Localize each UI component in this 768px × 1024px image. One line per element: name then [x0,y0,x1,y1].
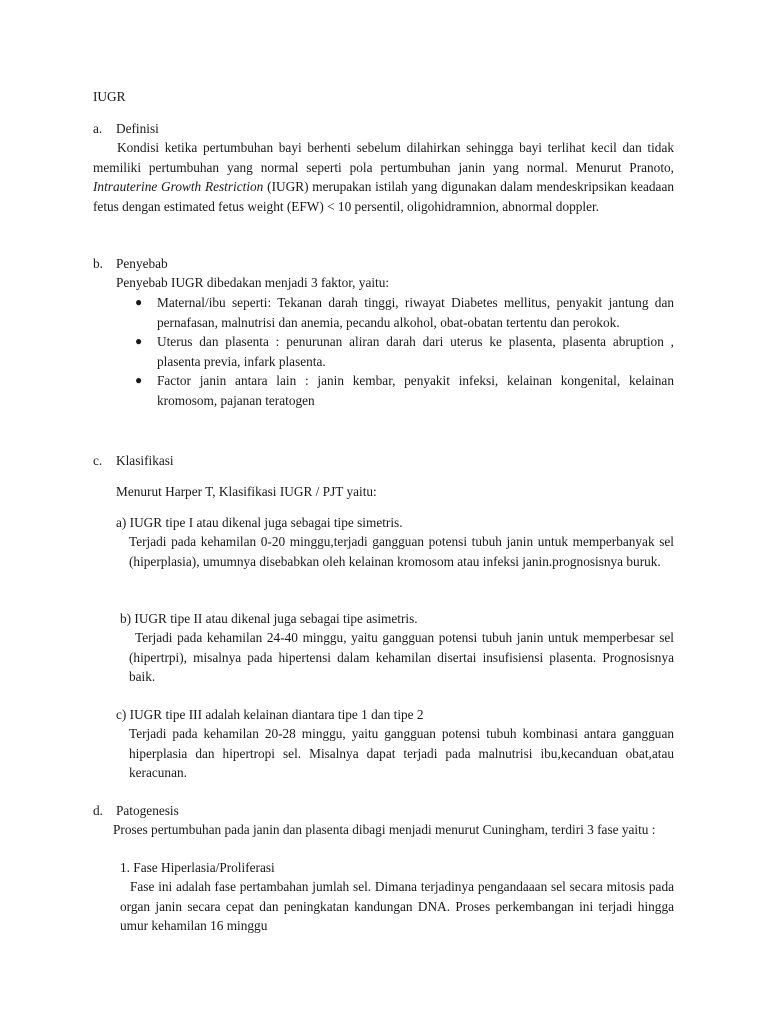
definition-text-2: (IUGR) merupakan istilah yang digunakan dalam mendeskripsikan keadaan fetus dengan estimated fetus weight (EFW) < 10 persentil, oligohidramnion, abnormal doppler. [93,179,674,214]
phase1-heading: 1. Fase Hiperlasia/Proliferasi [120,860,275,875]
bullet-icon: ● [135,295,143,309]
bullet-icon: ● [135,373,143,387]
type1-body: Terjadi pada kehamilan 0-20 minggu,terjadi gangguan potensi tubuh janin untuk memperbanyak sel (hiperplasia), umumnya disebabkan oleh kelainan kromosom atau infeksi janin.prognosisnya buruk. [129,534,674,569]
type3-body: Terjadi pada kehamilan 20-28 minggu, yaitu gangguan potensi tubuh kombinasi antara gangguan hiperplasia dan hipertropi sel. Misalnya dapat terjadi pada malnutrisi ibu,kecanduan obat,atau keracunan. [129,726,674,780]
section-c-heading [93,451,174,471]
type1-heading: a) IUGR tipe I atau dikenal juga sebagai tipe simetris. [116,515,403,530]
section-b-heading [93,254,168,274]
causes-list-item [131,332,674,371]
causes-list-item [131,371,674,410]
pathogenesis-intro: Proses pertumbuhan pada janin dan plasenta dibagi menjadi menurut Cuningham, terdiri 3 fase yaitu : [113,822,656,837]
section-b-letter: b. [93,256,103,271]
section-d-title: Patogenesis [116,803,179,818]
cause-maternal: Maternal/ibu seperti: Tekanan darah tinggi, riwayat Diabetes mellitus, penyakit jantung dan pernafasan, malnutrisi dan anemia, pecandu alkohol, obat-obatan tertentu dan perokok. [157,295,674,330]
definition-paragraph [93,138,674,216]
section-c-title: Klasifikasi [116,453,174,468]
section-a-heading [93,119,159,139]
definition-text-1: Kondisi ketika pertumbuhan bayi berhenti sebelum dilahirkan sehingga bayi terlihat kecil dan tidak memiliki pertumbuhan yang normal seperti pola pertumbuhan janin yang normal. Menurut Pranoto, [93,140,674,175]
type2-heading: b) IUGR tipe II atau dikenal juga sebagai tipe asimetris. [120,611,418,626]
phase1-body: Fase ini adalah fase pertambahan jumlah sel. Dimana terjadinya pengandaaan sel secara mitosis pada organ janin secara cepat dan peningkatan kandungan DNA. Proses perkembangan ini terjadi hingga umur kehamilan 16 minggu [120,879,674,933]
definition-italic-term: Intrauterine Growth Restriction [93,179,264,194]
cause-uterus: Uterus dan plasenta : penurunan aliran darah dari uterus ke plasenta, plasenta abruption , plasenta previa, infark plasenta. [157,334,674,369]
causes-intro: Penyebab IUGR dibedakan menjadi 3 faktor, yaitu: [116,275,390,290]
type2-body: Terjadi pada kehamilan 24-40 minggu, yaitu gangguan potensi tubuh janin untuk memperbesar sel (hipertrpi), misalnya pada hipertensi dalam kehamilan disertai insufisiensi plasenta. Prognosisnya baik. [129,630,674,684]
section-d-heading [93,801,179,821]
section-d-letter: d. [93,803,103,818]
section-c-letter: c. [93,453,103,468]
section-b-title: Penyebab [116,256,168,271]
section-a-letter: a. [93,121,103,136]
bullet-icon: ● [135,334,143,348]
document-title: IUGR [93,89,126,104]
classification-intro: Menurut Harper T, Klasifikasi IUGR / PJT yaitu: [116,484,377,499]
cause-fetal: Factor janin antara lain : janin kembar, penyakit infeksi, kelainan kongenital, kelainan kromosom, pajanan teratogen [157,373,674,408]
causes-list-item [131,293,674,332]
section-a-title: Definisi [116,121,159,136]
causes-list [131,293,674,410]
type3-heading: c) IUGR tipe III adalah kelainan diantara tipe 1 dan tipe 2 [116,707,424,722]
